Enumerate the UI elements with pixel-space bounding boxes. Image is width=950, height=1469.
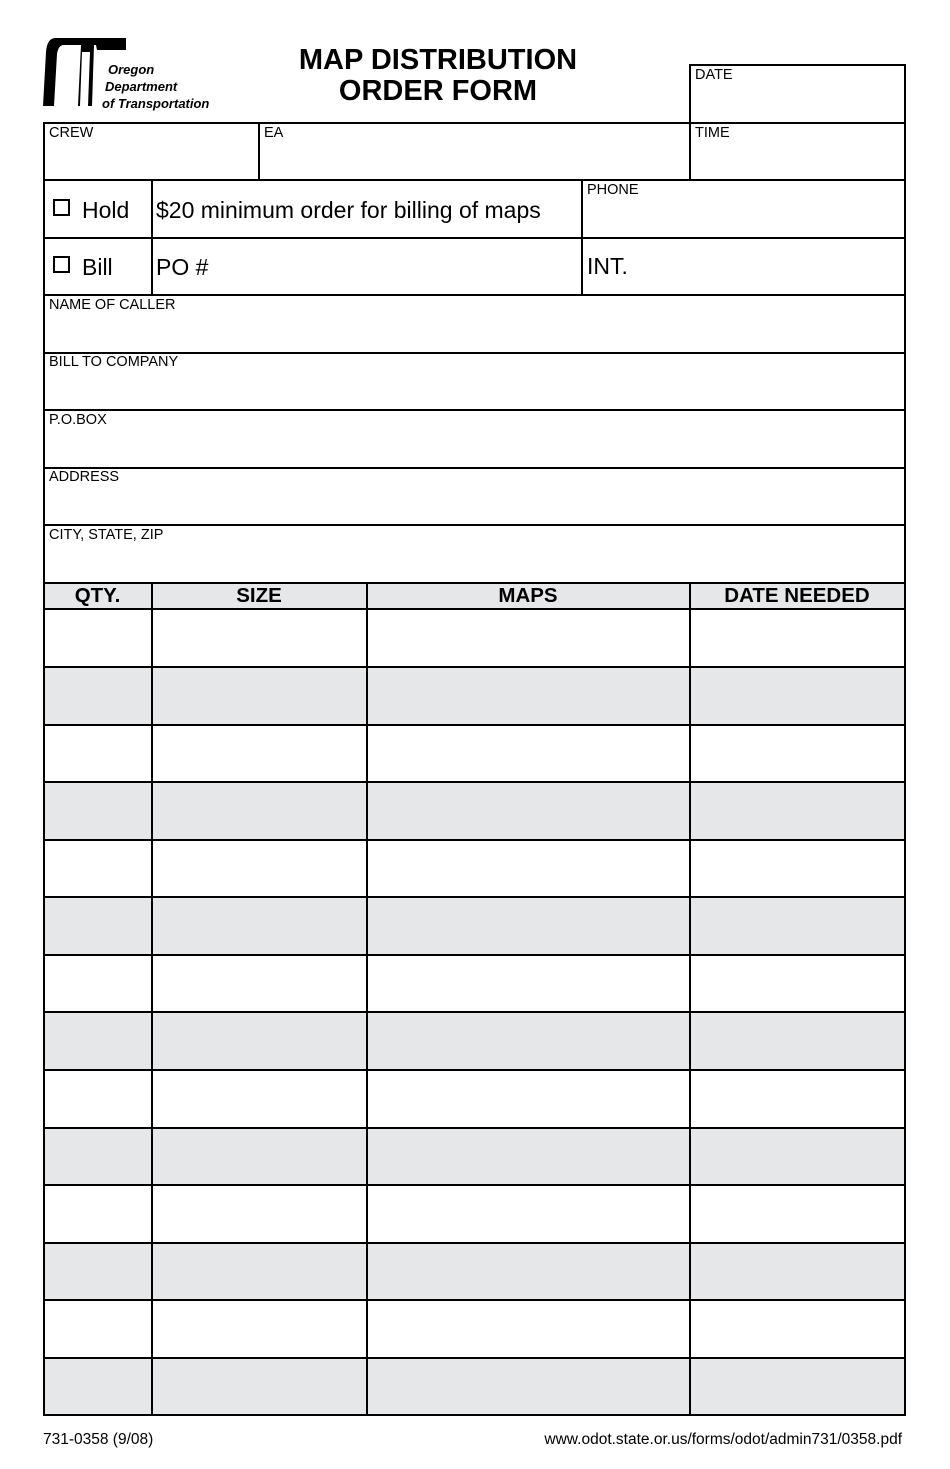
table-col-rule-3 <box>689 582 691 1416</box>
border-right <box>904 64 906 1416</box>
table-row-shade-12 <box>43 1242 905 1300</box>
rule-table-r7 <box>43 1011 906 1013</box>
form-url: www.odot.state.or.us/forms/odot/admin731/0358.pdf <box>544 1431 902 1448</box>
hold-label: Hold <box>82 197 130 223</box>
rule-table-r13 <box>43 1357 906 1359</box>
column-header-size: SIZE <box>236 584 282 607</box>
ea-label: EA <box>264 125 284 141</box>
rule-table-r9 <box>43 1127 906 1129</box>
table-row-shade-4 <box>43 781 905 839</box>
po-number-label: PO # <box>156 254 209 280</box>
border-left <box>43 122 45 1416</box>
rule-table-r5 <box>43 896 906 898</box>
city-state-zip-label: CITY, STATE, ZIP <box>49 527 164 543</box>
rule-table-bottom <box>43 1414 906 1416</box>
name-of-caller-label: NAME OF CALLER <box>49 297 176 313</box>
table-col-rule-2 <box>366 582 368 1416</box>
rule-table-r2 <box>43 724 906 726</box>
org-name-line3: of Transportation <box>102 96 210 111</box>
column-header-qty: QTY. <box>74 584 121 607</box>
rule-table-r10 <box>43 1184 906 1186</box>
table-row-shade-6 <box>43 897 905 954</box>
rule-row-6 <box>43 409 906 411</box>
table-row-shade-10 <box>43 1127 905 1185</box>
bill-label: Bill <box>82 254 113 280</box>
form-number: 731-0358 (9/08) <box>43 1431 154 1448</box>
rule-table-r6 <box>43 954 906 956</box>
column-header-maps: MAPS <box>498 584 558 607</box>
crew-label: CREW <box>49 125 94 141</box>
rule-table-r12 <box>43 1299 906 1301</box>
rule-row-4 <box>43 294 906 296</box>
phone-left-rule <box>581 179 583 295</box>
checkbox-col-rule <box>151 179 153 295</box>
rule-table-r11 <box>43 1242 906 1244</box>
rule-date-top <box>689 64 906 66</box>
rule-row-3 <box>43 237 906 239</box>
org-name-line1: Oregon <box>108 62 155 77</box>
rule-row-2 <box>43 179 906 181</box>
po-box-label: P.O.BOX <box>49 412 107 428</box>
bill-checkbox[interactable] <box>53 256 70 273</box>
table-row-shade-14 <box>43 1357 905 1415</box>
date-label: DATE <box>695 67 733 83</box>
date-left-rule <box>689 64 691 180</box>
bill-to-company-label: BILL TO COMPANY <box>49 354 179 370</box>
form-title-line2: ORDER FORM <box>338 75 538 107</box>
table-row-shade-2 <box>43 666 905 724</box>
org-name-line2: Department <box>105 79 178 94</box>
rule-table-r3 <box>43 781 906 783</box>
column-header-date-needed: DATE NEEDED <box>724 584 870 607</box>
rule-row-7 <box>43 467 906 469</box>
table-col-rule-1 <box>151 582 153 1416</box>
table-row-shade-8 <box>43 1012 905 1069</box>
rule-table-r1 <box>43 666 906 668</box>
crew-ea-rule <box>258 122 260 180</box>
minimum-order-note: $20 minimum order for billing of maps <box>156 197 541 223</box>
address-label: ADDRESS <box>49 469 120 485</box>
rule-row-8 <box>43 524 906 526</box>
form-title-line1: MAP DISTRIBUTION <box>298 44 578 76</box>
rule-table-r8 <box>43 1069 906 1071</box>
phone-label: PHONE <box>587 182 639 198</box>
int-label: INT. <box>587 253 628 279</box>
rule-table-header <box>43 608 906 610</box>
hold-checkbox[interactable] <box>53 199 70 216</box>
rule-table-r4 <box>43 839 906 841</box>
rule-row-1 <box>43 122 906 124</box>
time-label: TIME <box>695 125 730 141</box>
